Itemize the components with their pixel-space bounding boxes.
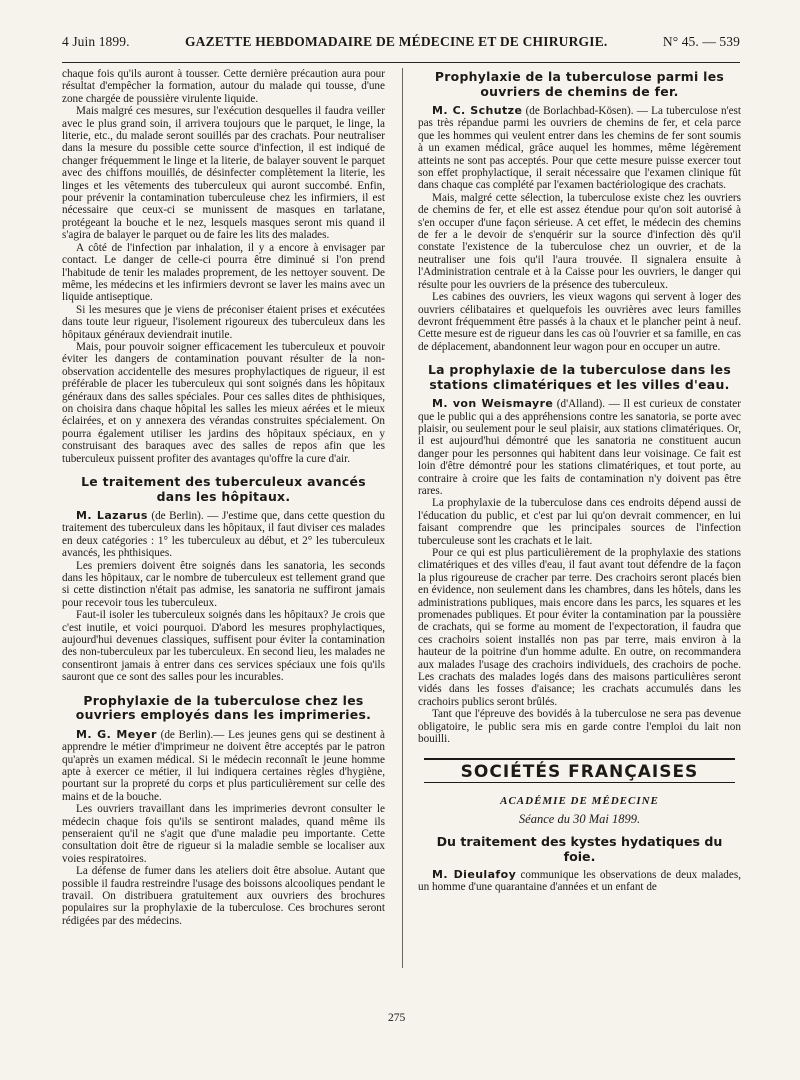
- issue-number: N° 45. — 539: [662, 34, 740, 49]
- left-column: [62, 68, 385, 1008]
- section-heading-printing-workers: Prophylaxie de la tuberculose chez les ouvriers employés dans les imprimeries.: [75, 692, 372, 723]
- author-name: M. G. Meyer: [76, 727, 157, 741]
- paragraph: Les premiers doivent être soignés dans les sanatoria, les seconds dans les hôpitaux, car le nombre de tuberculeux est tellement grand que si cette distinction n'était pas admise, les sanatoria ne suffiront jamais pour recevoir tous les tuberculeux.: [62, 559, 385, 609]
- paragraph: A côté de l'infection par inhalation, il y a encore à envisager par contact. Le danger de celle-ci pourra être diminué si l'on prend l'habitude de tenir les malades proprement, de les nettoyer souvent. De même, les médecins et les infirmiers devront se laver les mains avec un liquide antiseptique.: [62, 241, 385, 304]
- section-heading-advanced-tuberculosis: Le traitement des tuberculeux avancés dans les hôpitaux.: [81, 474, 366, 504]
- paragraph: La prophylaxie de la tuberculose dans ces endroits dépend aussi de l'éducation du public, et c'est par lui qu'on devrait commencer, en lui faisant comprendre que les principales sources de l'infection tuberculeuse sont les crachats et le lait.: [418, 497, 741, 547]
- section-heading-hydatid-cysts: Du traitement des kystes hydatiques du foie.: [436, 833, 723, 864]
- author-name: M. Dieulafoy: [432, 867, 517, 881]
- paragraph: Faut-il isoler les tuberculeux soignés dans les hôpitaux? Je crois que c'est inutile, et voici pourquoi. D'abord les mesures prophylactiques, aujourd'hui devenues classiques, suffisent pour éviter la contamination des non-tuberculeux par les tuberculeux. En second lieu, les malades ne consentiront jamais à entrer dans ces services spéciaux une fois qu'ils sauront que ce sont des salles pour les incurables.: [62, 609, 385, 684]
- paragraph: La défense de fumer dans les ateliers doit être absolue. Autant que possible il faudra restreindre l'usage des boissons alcooliques pendant le travail. On distribuera gratuitement aux ouvriers des brochures populaires sur la prophylaxie de la tuberculose. Ces brochures seront rédigées par des médecins.: [62, 865, 385, 927]
- paragraph: [62, 729, 385, 803]
- paragraph: Mais malgré ces mesures, sur l'exécution desquelles il faudra veiller avec le plus grand soin, il arrivera toujours que le parquet, le linge, la literie, etc., du malade seront souillés par des crachats. Pour neutraliser dans la mesure du possible cette source d'infection, il est indiqué de changer fréquemment le linge et la literie, de balayer souvent le parquet avec des chiffons mouillés, de désinfecter complètement la literie, les linges et les vêtements des tuberculeux qui auront succombé. Enfin, pour prévenir la contamination tuberculeuse chez les infirmiers, il est nécessaire que ceux-ci se munissent de masques en tarlatane, protégeant la bouche et le nez, lesquels masques seront mis quand il s'agira de balayer le parquet ou de faire les lits des malades.: [62, 105, 385, 242]
- paragraph-text: communique les observations de deux malades, un homme d'une quarantaine d'années et un enfant de: [418, 868, 741, 894]
- journal-title: GAZETTE HEBDOMADAIRE DE MÉDECINE ET DE CHIRURGIE.: [184, 34, 608, 49]
- session-date: Séance du 30 Mai 1899.: [518, 812, 641, 827]
- paragraph: [418, 105, 741, 192]
- issue-date: 4 Juin 1899.: [62, 34, 130, 49]
- paragraph-text: (de Borlachbad-Kösen). — La tuberculose n'est pas très répandue parmi les ouvriers de chemins de fer, et cela parce que les hommes qui veulent entrer dans les chemins de fer sont soumis à un examen médical, grâce auquel les hommes, même légèrement atteints ne sont pas acceptés. Pour que cette mesure puisse exercer tout son effet prophylactique, il serait nécessaire que l'examen clinique fût dans chaque cas complété par l'examen bactériologique des crachats.: [418, 105, 741, 192]
- paragraph: [62, 510, 385, 560]
- society-heading: SOCIÉTÉS FRANÇAISES: [460, 761, 699, 782]
- author-name: M. Lazarus: [76, 509, 148, 522]
- paragraph: [418, 869, 741, 894]
- academy-heading: ACADÉMIE DE MÉDECINE: [500, 794, 659, 807]
- section-rule: [424, 782, 735, 783]
- paragraph: Pour ce qui est plus particulièrement de la prophylaxie des stations climatériques et des villes d'eau, il faut avant tout défendre de la façon la plus rigoureuse de cracher par terre. Des crachoirs seront placés bien en évidence, non seulement dans les chambres, dans les hôtels, dans les administrations publiques, mais encore dans les parcs, les squares et les promenades publiques. Et pour éviter la contamination par la poussière de crachats, qui se forme au moment de l'expectoration, il faudra que ces crachoirs soient installés non pas par terre, mais environ à la hauteur de la poitrine d'un homme adulte. En outre, on recommandera aux malades l'usage des crachoirs individuels, des crachoirs de poche. Les crachats des malades logés dans des maisons particulières seront vidés dans les fosses d'aisance; les crachats accumulés dans les crachoirs publics seront brûlés.: [418, 547, 741, 708]
- paragraph: Mais, malgré cette sélection, la tuberculose existe chez les ouvriers de chemins de fer, et elle est assez étendue pour qu'on soit autorisé à s'en occuper d'une façon sérieuse. A cet effet, le médecin des chemins de fer a le devoir de s'enquérir sur la source d'infection dès qu'il constate l'existence de la tuberculose chez un ouvrier, et de la neutraliser une fois qu'il l'aura trouvée. Il signalera ensuite à l'Administration centrale et à la Caisse pour les ouvriers, le danger qui résulte pour les ouvriers de la présence des tuberculeux.: [418, 191, 741, 291]
- paragraph-text: (de Berlin).— Les jeunes gens qui se destinent à apprendre le métier d'imprimeur ne doivent être acceptés par le patron qu'après un examen médical. Si le médecin reconnaît le jeune homme apte à exercer ce métier, il lui indiquera certaines règles d'hygiène, pourtant sur la propreté du corps et plus particulièrement sur celle des mains et de la bouche.: [62, 728, 385, 803]
- column-divider: [402, 68, 403, 968]
- author-name: M. von Weismayre: [432, 397, 554, 411]
- author-name: M. C. Schutze: [432, 104, 523, 117]
- paragraph: Les ouvriers travaillant dans les imprimeries devront consulter le médecin chaque fois qu'ils se sentiront malades, quand même ils penseraient qu'il ne s'agit que d'une maladie peu importante. Cette consultation doit être de rigueur si la maladie semble se localiser aux voies respiratoires.: [62, 803, 385, 865]
- running-header: [62, 34, 740, 58]
- header-rule: [62, 62, 740, 63]
- section-heading-climatic-stations: La prophylaxie de la tuberculose dans les stations climatériques et les villes d'eau.: [427, 362, 732, 392]
- right-column: [418, 68, 741, 1008]
- paragraph: Tant que l'épreuve des bovidés à la tuberculose ne sera pas devenue obligatoire, le public sera mis en garde contre l'emploi du lait non bouilli.: [418, 708, 741, 746]
- paragraph-text: (d'Alland). — Il est curieux de constater que le public qui a des appréhensions contre les sanatoria, se porte avec plaisir, ou seulement pour le seul plaisir, aux stations climatériques. Or, il est aujourd'hui démontré que les sanatoria ne constituent aucun danger pour les personnes qui habitent dans leur voisinage. Ce fait est loin d'être démontré pour les stations climatériques, et tout porte, au contraire à croire que les faits de contamination n'y doivent pas être rares.: [418, 398, 741, 497]
- page-number: 275: [388, 1012, 406, 1024]
- paragraph: chaque fois qu'ils auront à tousser. Cette dernière précaution aura pour résultat d'empêcher la formation, autour du malade qui tousse, d'une zone chargée de poussière virulente liquide.: [62, 68, 385, 105]
- paragraph-text: (de Berlin). — J'estime que, dans cette question du traitement des tuberculeux dans les hôpitaux, il faut diviser ces malades en deux catégories : 1° les tuberculeux au début, et 2° les tuberculeux avancés, les phthisiques.: [62, 510, 385, 560]
- section-rule: [424, 758, 735, 760]
- paragraph: [418, 398, 741, 497]
- paragraph: Les cabines des ouvriers, les vieux wagons qui servent à loger des ouvriers célibataires et quelquefois les ouvrières avec leurs familles devront fréquemment être passés à la chaux et le plancher peint à neuf. Cette mesure est de rigueur dans les cas où l'ouvrier et sa famille, en cas de déplacement, abandonnent leur wagon pour en occuper un autre.: [418, 291, 741, 353]
- paragraph: Si les mesures que je viens de préconiser étaient prises et exécutées dans toute leur rigueur, l'isolement rigoureux des tuberculeux dans les hôpitaux généraux deviendrait inutile.: [62, 303, 385, 341]
- paragraph: Mais, pour pouvoir soigner efficacement les tuberculeux et pouvoir éviter les dangers de contamination pouvant résulter de la non-observation accidentelle des mesures prophylactiques de rigueur, il est préférable de placer les tuberculeux qui sont soignés dans les hôpitaux généraux dans des salles spéciales. Pour ces salles dites de phthisiques, on choisira dans chaque hôpital les salles les mieux aérées et le mieux éclairées, et on y annexera des vérandas construites spécialement. On pourra également utiliser les jardins des hôpitaux spéciaux, en y construisant des baraques avec des salles de repos afin que les tuberculeux puissent profiter des avantages qu'offre la cure d'air.: [62, 340, 385, 465]
- section-heading-railway-workers: Prophylaxie de la tuberculose parmi les ouvriers de chemins de fer.: [434, 69, 725, 99]
